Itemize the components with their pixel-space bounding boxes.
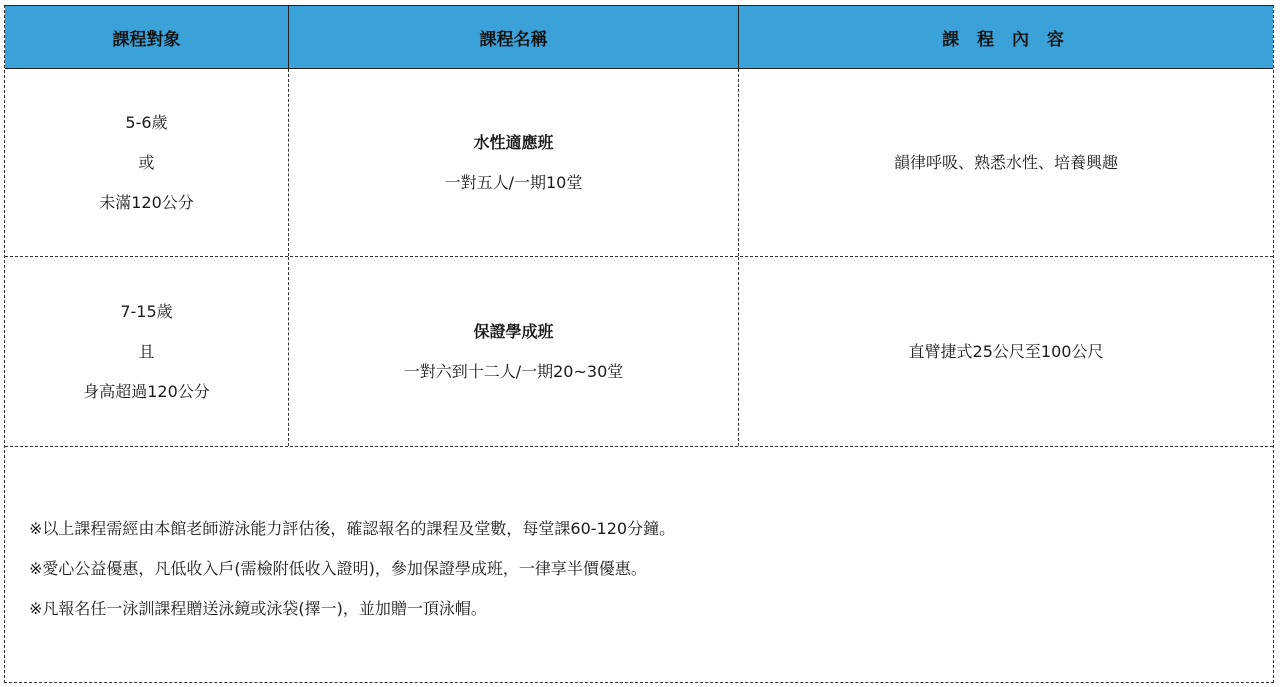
course-name: 水性適應班 <box>473 132 554 152</box>
header-target: 課程對象 <box>5 6 289 68</box>
course-name: 保證學成班 <box>473 321 554 341</box>
course-content: 韻律呼吸、熟悉水性、培養興趣 <box>893 152 1118 172</box>
course-name-cell <box>289 257 739 446</box>
table-row <box>5 69 1273 257</box>
course-name-cell <box>289 69 739 256</box>
target-height: 身高超過120公分 <box>83 381 210 401</box>
target-conjunction: 且 <box>138 341 155 361</box>
course-content: 直臂捷式25公尺至100公尺 <box>908 341 1104 361</box>
target-cell <box>5 69 289 256</box>
notes-section <box>5 447 1273 683</box>
header-course-name: 課程名稱 <box>289 6 739 68</box>
table-header <box>5 5 1273 69</box>
target-age: 7-15歲 <box>120 301 173 321</box>
table-row <box>5 257 1273 447</box>
target-conjunction: 或 <box>138 152 155 172</box>
header-course-content: 課 程 內 容 <box>942 29 1070 50</box>
note-discount: ※愛心公益優惠，凡低收入戶(需檢附低收入證明)，參加保證學成班，一律享半價優惠。 <box>29 559 647 578</box>
course-content-cell <box>739 257 1273 446</box>
target-cell <box>5 257 289 446</box>
course-detail: 一對六到十二人/一期20~30堂 <box>403 361 624 381</box>
target-height: 未滿120公分 <box>99 192 194 212</box>
course-table <box>4 5 1274 683</box>
target-age: 5-6歲 <box>125 112 168 132</box>
course-content-cell <box>739 69 1273 256</box>
course-detail: 一對五人/一期10堂 <box>444 172 583 192</box>
note-gift: ※凡報名任一泳訓課程贈送泳鏡或泳袋(擇一)，並加贈一頂泳帽。 <box>29 599 487 618</box>
note-assessment: ※以上課程需經由本館老師游泳能力評估後，確認報名的課程及堂數，每堂課60-120分鐘。 <box>29 519 676 538</box>
